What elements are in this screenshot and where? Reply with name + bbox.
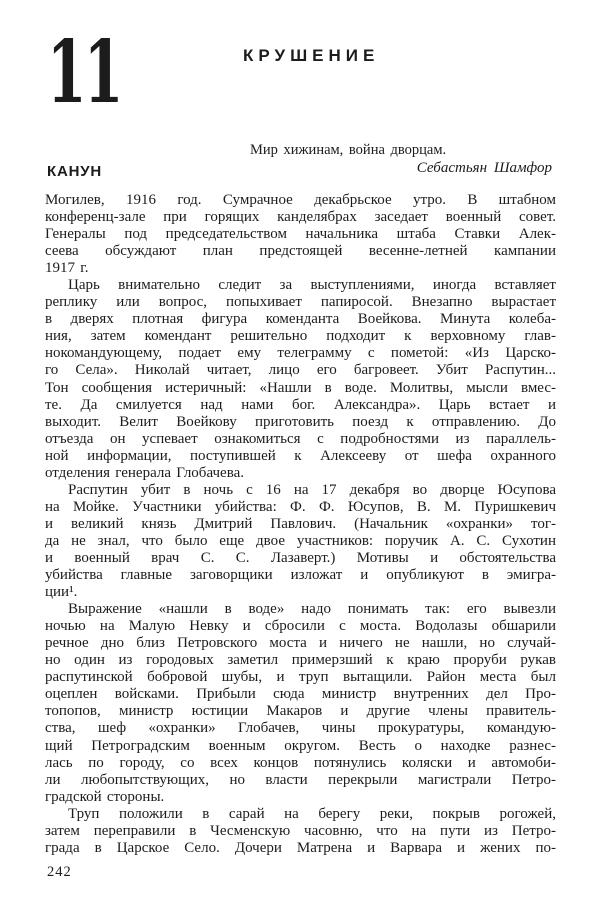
text-line: конференц-зале при горящих канделябрах заседает военный совет. xyxy=(45,209,556,226)
text-line: те. Да смилуется над нами бог. Александра». Царь встает и xyxy=(45,396,556,413)
text-line: нокомандующему, подает ему телеграмму с пометой: «Из Царско- xyxy=(45,345,556,362)
text-line: убийства главные заговорщики изложат и опубликуют в эмигра- xyxy=(45,567,556,584)
chapter-number: 11 xyxy=(47,22,121,123)
text-line: щий Петроградским военным округом. Весть о находке разнес- xyxy=(45,737,556,754)
text-line: да не знал, что было еще двое участников: поручик А. С. Сухотин xyxy=(45,532,556,549)
text-line: отделения генерала Глобачева. xyxy=(45,464,244,481)
text-line: ли любопытствующих, но власти перекрыли магистрали Петро- xyxy=(45,771,556,788)
text-line: го Села». Николай читает, лицо его багровеет. Убит Распутин... xyxy=(45,362,556,379)
text-line: реплику или вопрос, попыхивает папиросой. Внезапно вырастает xyxy=(45,294,556,311)
epigraph-text: Мир хижинам, война дворцам. xyxy=(250,142,447,158)
text-line: и великий князь Дмитрий Павлович. (Начальник «охранки» тог- xyxy=(45,515,556,532)
text-line: выходит. Велит Воейкову приготовить поезд к отправлению. До xyxy=(45,413,556,430)
text-line: ночью на Малую Невку и сбросили с моста. Водолазы обшарили xyxy=(45,618,556,635)
text-line: Царь внимательно следит за выступлениями, иногда вставляет xyxy=(68,277,556,294)
text-line: сеева обсуждают план предстоящей весенне-летней кампании xyxy=(45,243,556,260)
text-line: ства, шеф «охранки» Глобачев, чины прокуратуры, командую- xyxy=(45,720,556,737)
text-line: затем переправили в Чесменскую часовню, что на пути из Петро- xyxy=(45,822,556,839)
paragraph xyxy=(45,482,556,601)
text-line: града в Царское Село. Дочери Матрена и Варвара и жених по- xyxy=(45,839,556,856)
text-line: лась по городу, со всех концов потянулись коляски и автомоби- xyxy=(45,754,556,771)
epigraph-author: Себастьян Шамфор xyxy=(416,160,552,176)
text-line: но один из городовых заметил примерзший к краю проруби рукав xyxy=(45,652,556,669)
text-line: оцеплен войсками. Прибыли сюда министр внутренних дел Про- xyxy=(45,686,556,703)
text-line: 1917 г. xyxy=(45,260,89,277)
paragraph xyxy=(45,192,556,277)
text-line: речное дно близ Петровского моста и ничего не нашли, но случай- xyxy=(45,635,556,652)
section-heading: КАНУН xyxy=(47,163,102,180)
text-line: на Мойке. Участники убийства: Ф. Ф. Юсупов, В. М. Пуришкевич xyxy=(45,498,556,515)
text-line: и военный врач С. С. Лазаверт.) Мотивы и обстоятельства xyxy=(45,549,556,566)
body-text xyxy=(45,192,556,857)
text-line: Распутин убит в ночь с 16 на 17 декабря во дворце Юсупова xyxy=(68,481,556,498)
paragraph xyxy=(45,277,556,482)
text-line: градской стороны. xyxy=(45,788,165,805)
text-line: Тон сообщения истеричный: «Нашли в воде. Молитвы, мысли вмес- xyxy=(45,379,556,396)
text-line: ции¹. xyxy=(45,584,78,601)
text-line: Могилев, 1916 год. Сумрачное декабрьское утро. В штабном xyxy=(45,192,556,208)
page-number: 242 xyxy=(47,864,72,880)
text-line: Выражение «нашли в воде» надо понимать так: его вывезли xyxy=(68,601,556,618)
text-line: топопов, министр юстиции Макаров и другие члены правитель- xyxy=(45,703,556,720)
text-line: ной информации, поступившей к Алексееву от шефа охранного xyxy=(45,447,556,464)
text-line: Труп положили в сарай на берегу реки, покрыв рогожей, xyxy=(68,805,556,822)
paragraph xyxy=(45,806,556,857)
text-line: отъезда он успевает ознакомиться с подробностями из параллель- xyxy=(45,430,556,447)
paragraph xyxy=(45,601,556,806)
text-line: распутинской бобровой шубы, и труп вытащили. Район места был xyxy=(45,669,556,686)
text-line: ния, затем комендант решительно подходит к верховному глав- xyxy=(45,328,556,345)
chapter-title: КРУШЕНИЕ xyxy=(243,46,380,65)
text-line: Генералы под председательством начальника штаба Ставки Алек- xyxy=(45,226,556,243)
text-line: в дверях плотная фигура коменданта Воейкова. Минута колеба- xyxy=(45,311,556,328)
